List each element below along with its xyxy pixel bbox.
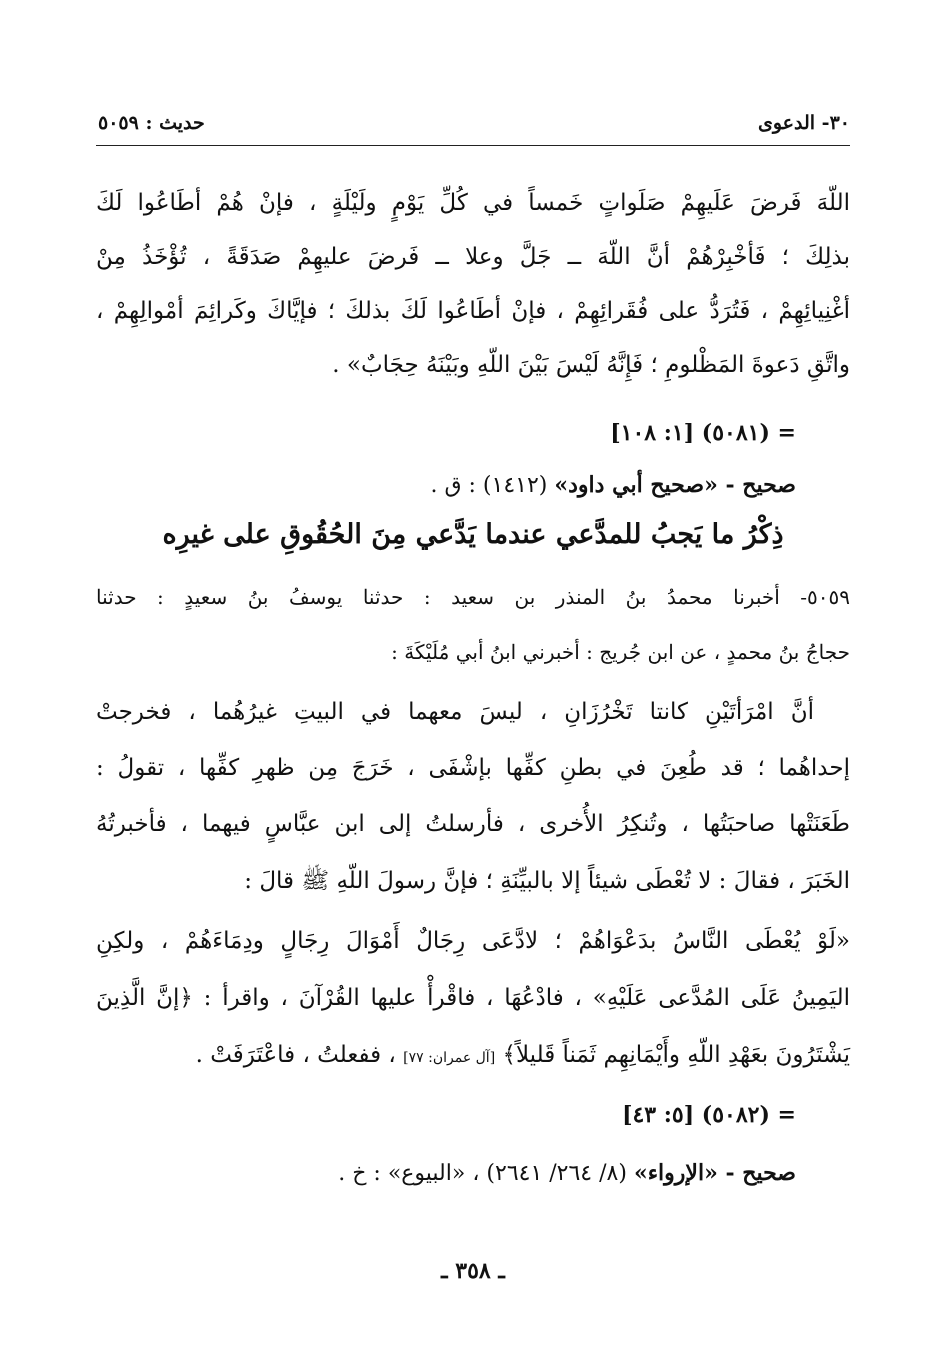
text-line: الخَبَرَ ، فقالَ : لا تُعْطَى شيئاً إلا بالبيِّنَةِ ؛ فإنَّ رسولَ اللّهِ ﷺ قالَ : xyxy=(244,868,850,894)
verse-text: يَشْتَرُونَ بعَهْدِ اللّهِ وأَيْمَانِهِم ثَمَناً قَليلاً﴾ xyxy=(502,1042,850,1068)
text-line: أغْنِيائِهِمْ ، فَتُرَدُّ على فُقَرائِهِمْ ، فإنْ أطَاعُوا لَكَ بذلكَ ؛ فإيَّاكَ وكَرائِمَ أمْوالِهِمْ ، xyxy=(96,298,850,324)
grading-reference: (١٤١٢) : ق . xyxy=(430,473,548,498)
quote-tail: ، ففعلتُ ، فاعْتَرَفَتْ . xyxy=(195,1042,396,1068)
isnad-line: ٥٠٥٩- أخبرنا محمدُ بنُ المنذر بن سعيد : حدثنا يوسفُ بنُ سعيدٍ : حدثنا xyxy=(96,585,851,609)
grading-line xyxy=(430,472,796,498)
cross-reference: = (٥٠٨١) [١: ١٠٨] xyxy=(610,420,796,446)
header-rule xyxy=(96,145,850,146)
chapter-heading: ذِكْرُ ما يَجبُ للمدَّعي عندما يَدَّعي مِنَ الحُقُوقِ على غيرِه xyxy=(162,519,784,550)
grading-reference: (٨/ ٢٦٤/ ٢٦٤١) ، «البيوع» : خ . xyxy=(338,1161,627,1186)
page-number: ـ ٣٥٨ ـ xyxy=(441,1258,505,1284)
text-line: بذلِكَ ؛ فَأخْبِرْهُمْ أنَّ اللّهَ ــ جَلَّ وعلا ــ فَرضَ عليهِمْ صَدَقَةً ، تُؤْخَذُ مِنْ xyxy=(96,244,850,270)
text-line: طَعَنَتْها صاحبَتُها ، وتُنكِرُ الأُخرى ، فأرسلتُ إلى ابن عبَّاسٍ فيهما ، فأخبرتُهُ xyxy=(96,811,850,837)
quote-line: اليَمِينُ عَلَى المُدَّعى عَلَيْهِ» ، فادْعُهَا ، فاقْرأْ عليها القُرْآنَ ، واقرأ : ﴿إنَّ الَّذِينَ xyxy=(96,985,850,1011)
grading-label: صحيح - «الإرواء» xyxy=(633,1160,796,1186)
cross-reference: = (٥٠٨٢) [٥: ٤٣] xyxy=(622,1102,796,1128)
text-line: أنَّ امْرَأتَيْنِ كانتا تَخْرُزَانِ ، ليسَ معهما في البيتِ غيرُهُما ، فخرجتْ xyxy=(96,699,814,725)
grading-line xyxy=(338,1160,796,1186)
text-line: واتَّقِ دَعوةَ المَظْلومِ ؛ فَإِنَّهُ لَيْسَ بَيْنَ اللّهِ وبَيْنَهُ حِجَابٌ» . xyxy=(332,352,850,378)
running-header-chapter: ٣٠- الدعوى xyxy=(758,112,850,134)
grading-label: صحيح - «صحيح أبي داود» xyxy=(554,472,796,498)
text-line: إحداهُما ؛ قد طُعِنَ في بطنِ كفِّها بإشْفَى ، خَرَجَ مِن ظهرِ كفِّها ، تقولُ : xyxy=(96,755,850,781)
quote-line: «لَوْ يُعْطَى النَّاسُ بدَعْوَاهُمْ ؛ لادَّعَى رِجَالٌ أَمْوَالَ رِجَالٍ ودِمَاءَهُمْ ، ولكِنِ xyxy=(96,928,850,954)
text-line: اللّهَ فَرضَ عَلَيهِمْ صَلَواتٍ خَمساً في كُلِّ يَوْمٍ ولَيْلَةٍ ، فإنْ هُمْ أطَاعُوا لَكَ xyxy=(96,190,850,216)
verse-reference: [آل عمران: ٧٧] xyxy=(403,1050,496,1066)
isnad-line: حجاجُ بنُ محمدٍ ، عن ابن جُريج : أخبرني ابنُ أبي مُلَيْكَةَ : xyxy=(391,640,850,664)
quote-line xyxy=(96,1040,850,1073)
running-header-hadith-number: حديث : ٥٠٥٩ xyxy=(98,112,205,134)
